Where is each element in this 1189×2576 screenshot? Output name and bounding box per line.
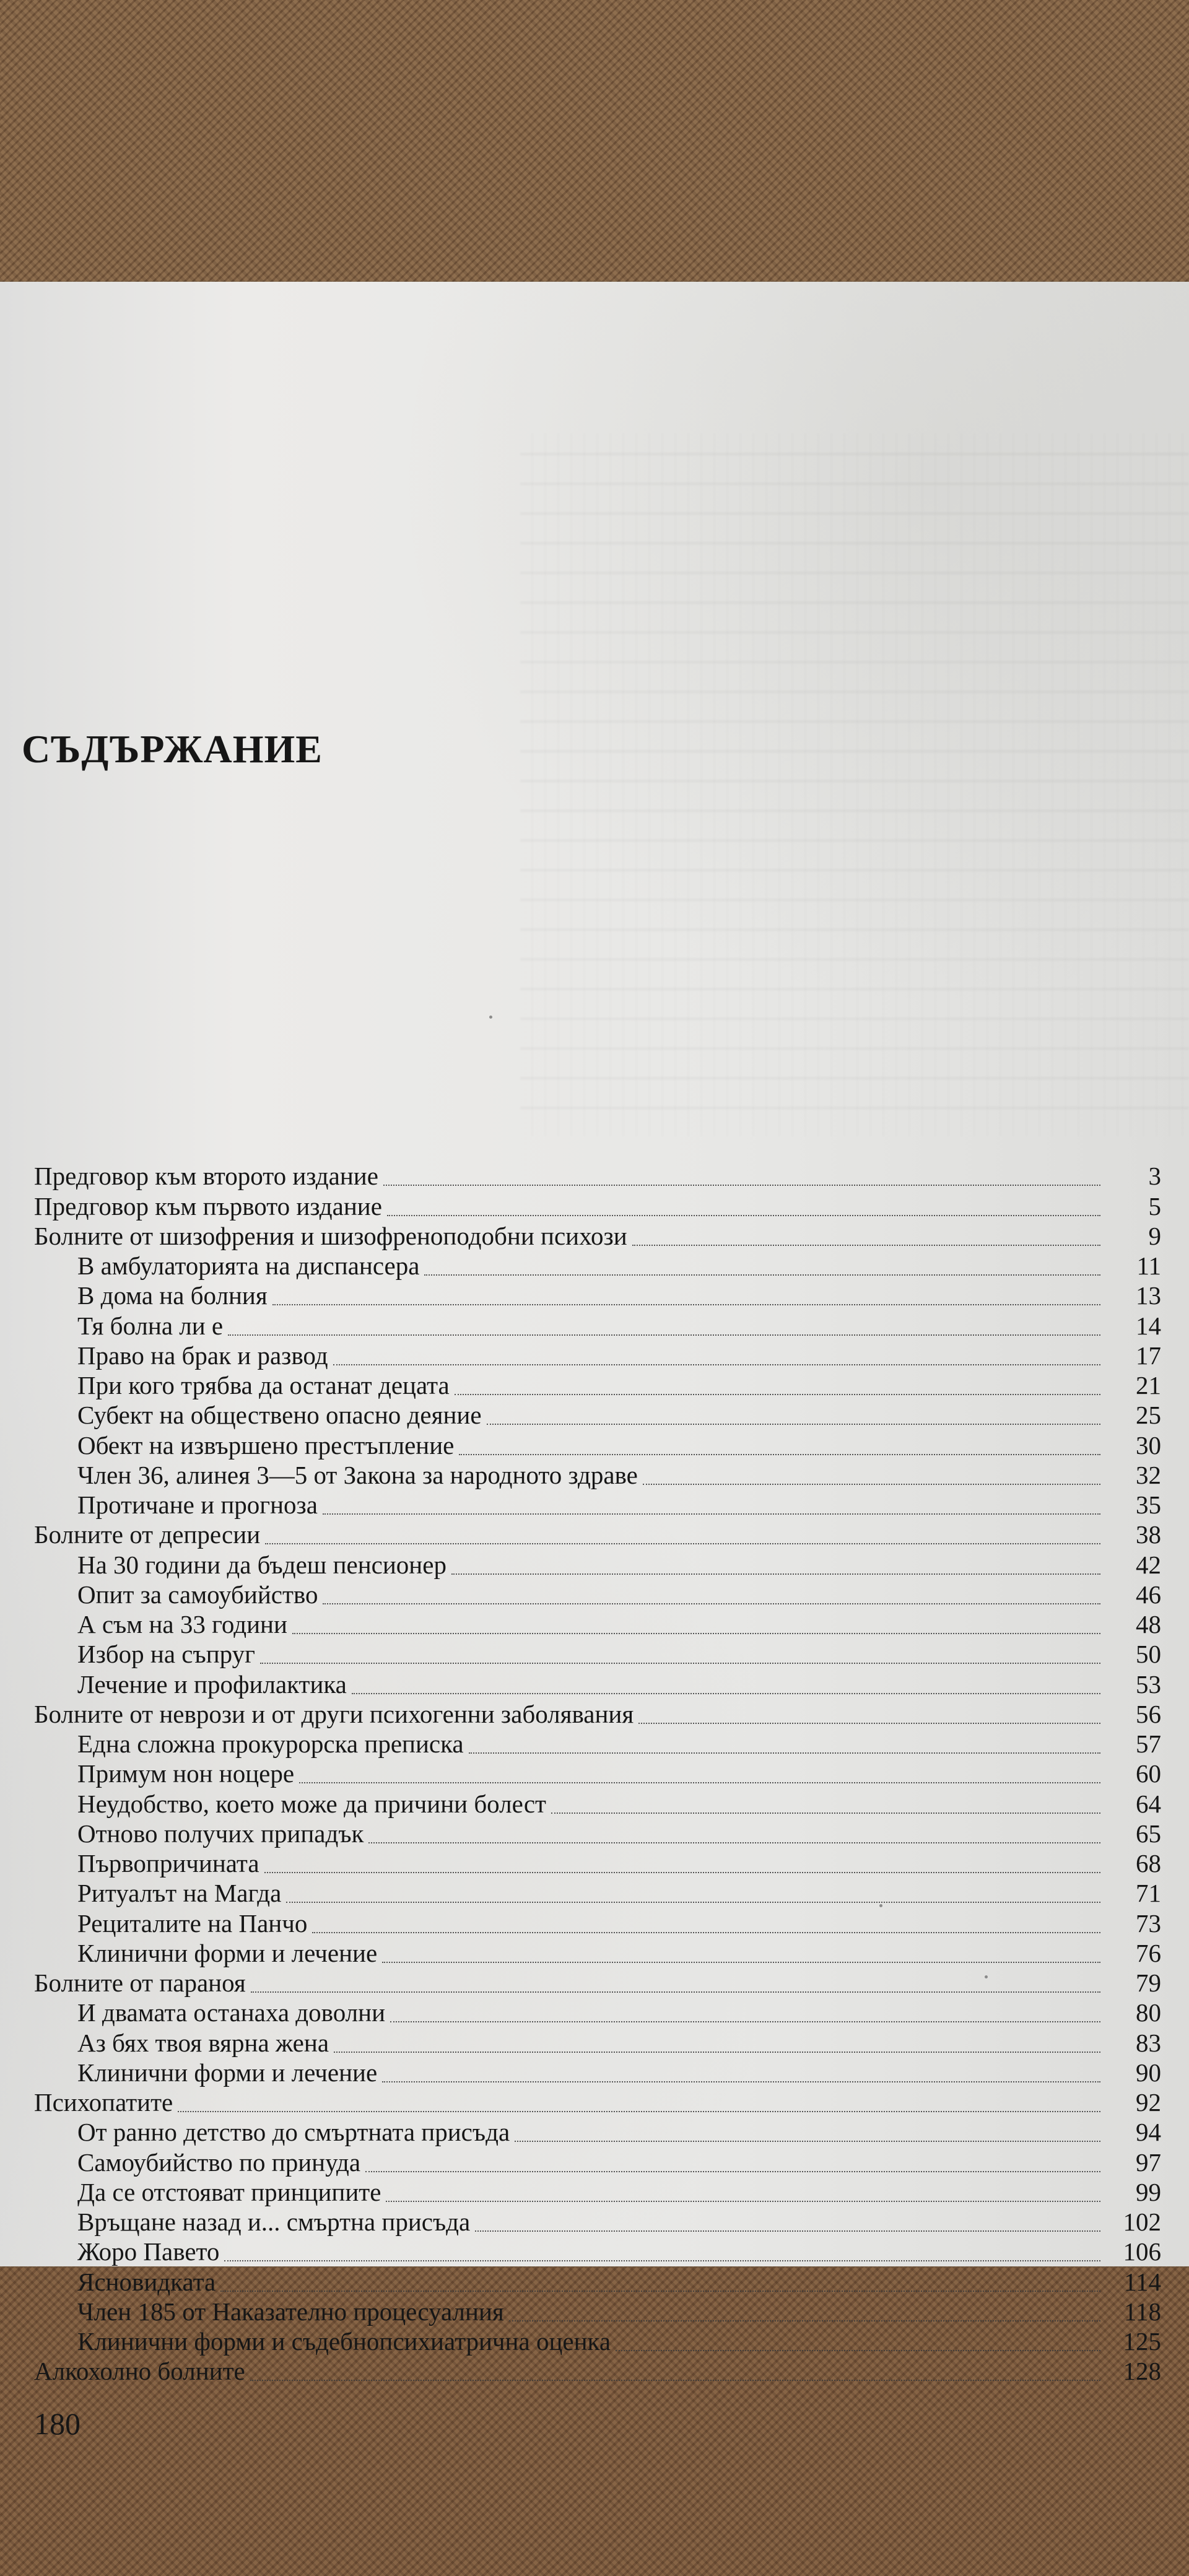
toc-page-number: 125 (1123, 2327, 1161, 2356)
paper-speck (489, 1016, 492, 1019)
toc-page-number: 9 (1148, 1221, 1161, 1250)
toc-page-number: 25 (1136, 1401, 1161, 1430)
toc-entry (34, 1819, 1161, 1848)
toc-entry (34, 1580, 1161, 1609)
toc-entry (34, 1639, 1161, 1669)
dot-leader (551, 1811, 1100, 1814)
dot-leader (272, 1303, 1100, 1305)
dot-leader (643, 1482, 1100, 1485)
dot-leader (334, 2050, 1100, 2053)
toc-page-number: 80 (1136, 1998, 1161, 2027)
toc-entry-title: Аз бях твоя вярна жена (77, 2028, 329, 2057)
toc-entry (34, 2087, 1161, 2117)
toc-page-number: 64 (1136, 1789, 1161, 1818)
toc-entry (34, 1400, 1161, 1430)
dot-leader (312, 1931, 1100, 1933)
toc-page-number: 17 (1136, 1341, 1161, 1370)
dot-leader (515, 2139, 1100, 2142)
dot-leader (365, 2170, 1100, 2172)
toc-page-number: 21 (1136, 1371, 1161, 1399)
toc-entry (34, 1221, 1161, 1251)
toc-page-number: 71 (1136, 1879, 1161, 1908)
toc-entry (34, 1788, 1161, 1818)
toc-page-number: 57 (1136, 1730, 1161, 1758)
toc-entry (34, 1460, 1161, 1490)
toc-entry-title: Първопричината (77, 1849, 259, 1878)
toc-page-number: 118 (1124, 2297, 1161, 2326)
toc-entry (34, 2207, 1161, 2237)
book-page (0, 282, 1189, 2441)
toc-entry-title: Опит за самоубийство (77, 1580, 318, 1609)
toc-page-number: 94 (1136, 2118, 1161, 2147)
toc-entry-title: Клинични форми и лечение (77, 2058, 378, 2087)
toc-entry-title: И двамата останаха доволни (77, 1998, 386, 2027)
toc-page-number: 102 (1123, 2208, 1161, 2236)
dot-leader (333, 1363, 1100, 1365)
toc-page-number: 106 (1123, 2237, 1161, 2266)
toc-entry-title: В дома на болния (77, 1281, 268, 1310)
dot-leader (292, 1632, 1100, 1634)
dot-leader (638, 1721, 1100, 1724)
toc-entry (34, 1191, 1161, 1221)
toc-entry (34, 1938, 1161, 1968)
dot-leader (383, 1183, 1100, 1186)
toc-entry-title: Ясновидката (77, 2267, 216, 2296)
toc-entry (34, 1490, 1161, 1520)
toc-entry-title: От ранно детство до смъртната присъда (77, 2118, 510, 2147)
toc-entry-title: Клинични форми и лечение (77, 1938, 378, 1967)
toc-entry-title: Субект на обществено опасно деяние (77, 1401, 482, 1430)
toc-entry-title: Член 36, алинея 3—5 от Закона за народното здраве (77, 1460, 638, 1489)
toc-entry (34, 1549, 1161, 1579)
toc-entry (34, 2266, 1161, 2296)
dot-leader (424, 1273, 1100, 1276)
dot-leader (475, 2229, 1100, 2232)
toc-entry-title: Член 185 от Наказателно процесуалния (77, 2297, 504, 2326)
toc-page-number: 99 (1136, 2177, 1161, 2206)
dot-leader (250, 2378, 1100, 2381)
toc-entry-title: А съм на 33 години (77, 1610, 287, 1638)
toc-entry-title: В амбулаторията на диспансера (77, 1251, 420, 1280)
dot-leader (323, 1512, 1100, 1515)
toc-page-number: 60 (1136, 1759, 1161, 1788)
table-of-contents (34, 1161, 1161, 2386)
toc-entry (34, 2058, 1161, 2087)
toc-page-number: 14 (1136, 1311, 1161, 1340)
toc-entry (34, 1281, 1161, 1310)
toc-page-number: 73 (1136, 1908, 1161, 1938)
toc-entry-title: Тя болна ли е (77, 1311, 224, 1340)
toc-page-number: 92 (1136, 2088, 1161, 2117)
dot-leader (299, 1781, 1100, 1783)
dot-leader (220, 2289, 1100, 2292)
toc-entry (34, 2117, 1161, 2147)
dot-leader (251, 1990, 1100, 1993)
dot-leader (228, 1333, 1100, 1336)
dot-leader (382, 1960, 1100, 1963)
dot-leader (469, 1751, 1100, 1754)
dot-leader (616, 2349, 1100, 2351)
toc-entry-title: Рециталите на Панчо (77, 1908, 308, 1938)
toc-entry-title: Да се отстояват принципите (77, 2177, 381, 2206)
toc-entry-title: Клинични форми и съдебнопсихиатрична оценка (77, 2327, 611, 2356)
toc-entry-title: На 30 години да бъдеш пенсионер (77, 1550, 446, 1579)
toc-entry (34, 2326, 1161, 2356)
dot-leader (459, 1453, 1100, 1455)
toc-page-number: 97 (1136, 2147, 1161, 2177)
toc-entry (34, 1729, 1161, 1759)
toc-entry-title: Право на брак и развод (77, 1341, 328, 1370)
toc-entry-title: Предговор към първото издание (34, 1191, 382, 1221)
toc-entry (34, 1908, 1161, 1938)
toc-entry (34, 1759, 1161, 1788)
dot-leader (265, 1542, 1100, 1544)
toc-page-number: 30 (1136, 1430, 1161, 1460)
toc-page-number: 76 (1136, 1938, 1161, 1967)
toc-page-number: 11 (1136, 1251, 1161, 1280)
toc-entry (34, 1669, 1161, 1699)
toc-page-number: 56 (1136, 1699, 1161, 1728)
dot-leader (286, 1900, 1100, 1903)
toc-entry (34, 1878, 1161, 1908)
toc-entry (34, 1699, 1161, 1729)
toc-entry-title: Връщане назад и... смъртна присъда (77, 2208, 471, 2236)
toc-page-number: 65 (1136, 1819, 1161, 1848)
show-through-text-pattern (520, 433, 1189, 1136)
toc-entry-title: Болните от депресии (34, 1520, 261, 1549)
toc-entry (34, 1430, 1161, 1460)
toc-page-number: 32 (1136, 1460, 1161, 1489)
toc-entry-title: Болните от шизофрения и шизофреноподобни психози (34, 1221, 627, 1250)
toc-entry-title: Примум нон ноцере (77, 1759, 295, 1788)
toc-page-number: 53 (1136, 1669, 1161, 1699)
toc-entry-title: При кого трябва да останат децата (77, 1371, 450, 1399)
toc-entry (34, 1370, 1161, 1400)
toc-page-number: 46 (1136, 1580, 1161, 1609)
toc-entry-title: Жоро Павето (77, 2237, 220, 2266)
dot-leader (260, 1661, 1100, 1664)
toc-page-number: 114 (1124, 2267, 1161, 2296)
toc-entry-title: Неудобство, което може да причини болест (77, 1789, 546, 1818)
dot-leader (323, 1602, 1100, 1604)
toc-entry (34, 1520, 1161, 1549)
toc-page-number: 5 (1148, 1191, 1161, 1221)
toc-page-number: 50 (1136, 1640, 1161, 1669)
dot-leader (264, 1871, 1100, 1873)
toc-entry (34, 1998, 1161, 2027)
toc-entry-title: Лечение и профилактика (77, 1669, 347, 1699)
toc-page-number: 68 (1136, 1849, 1161, 1878)
dot-leader (632, 1243, 1100, 1246)
toc-entry-title: Ритуалът на Магда (77, 1879, 282, 1908)
dot-leader (387, 1214, 1100, 1216)
toc-page-number: 35 (1136, 1490, 1161, 1519)
dot-leader (390, 2020, 1100, 2022)
toc-entry-title: Обект на извършено престъпление (77, 1430, 455, 1460)
toc-entry (34, 1609, 1161, 1639)
dot-leader (451, 1572, 1100, 1575)
toc-entry-title: Избор на съпруг (77, 1640, 255, 1669)
dot-leader (487, 1422, 1100, 1425)
toc-page-number: 48 (1136, 1610, 1161, 1638)
toc-page-number: 90 (1136, 2058, 1161, 2087)
toc-entry-title: Една сложна прокурорска преписка (77, 1730, 464, 1758)
toc-entry-title: Алкохолно болните (34, 2357, 245, 2386)
toc-entry (34, 1251, 1161, 1281)
toc-entry-title: Психопатите (34, 2088, 173, 2117)
toc-entry (34, 1968, 1161, 1998)
page-number: 180 (34, 2406, 81, 2441)
toc-entry (34, 2177, 1161, 2207)
toc-entry-title: Протичане и прогноза (77, 1490, 318, 1519)
toc-page-number: 83 (1136, 2028, 1161, 2057)
toc-entry-title: Самоубийство по принуда (77, 2147, 361, 2177)
toc-entry (34, 2027, 1161, 2057)
page-title: СЪДЪРЖАНИЕ (22, 726, 323, 771)
dot-leader (178, 2110, 1100, 2112)
dot-leader (352, 1692, 1100, 1694)
dot-leader (509, 2319, 1100, 2321)
toc-entry-title: Предговор към второто издание (34, 1162, 378, 1191)
toc-page-number: 3 (1148, 1162, 1161, 1191)
toc-page-number: 42 (1136, 1550, 1161, 1579)
carpet-background-top (0, 0, 1189, 291)
toc-page-number: 38 (1136, 1520, 1161, 1549)
toc-page-number: 13 (1136, 1281, 1161, 1310)
dot-leader (382, 2080, 1100, 2082)
toc-entry (34, 2147, 1161, 2177)
toc-entry (34, 2237, 1161, 2266)
toc-entry (34, 2297, 1161, 2326)
dot-leader (224, 2259, 1100, 2261)
dot-leader (368, 1841, 1100, 1843)
toc-entry-title: Болните от неврози и от други психогенни заболявания (34, 1699, 634, 1728)
toc-entry-title: Отново получих припадък (77, 1819, 364, 1848)
toc-entry (34, 1161, 1161, 1191)
toc-entry (34, 1310, 1161, 1340)
dot-leader (455, 1393, 1100, 1395)
toc-entry (34, 2356, 1161, 2386)
toc-page-number: 79 (1136, 1969, 1161, 1997)
toc-entry-title: Болните от параноя (34, 1969, 246, 1997)
dot-leader (386, 2200, 1100, 2202)
toc-entry (34, 1341, 1161, 1370)
toc-page-number: 128 (1123, 2357, 1161, 2386)
toc-entry (34, 1848, 1161, 1878)
